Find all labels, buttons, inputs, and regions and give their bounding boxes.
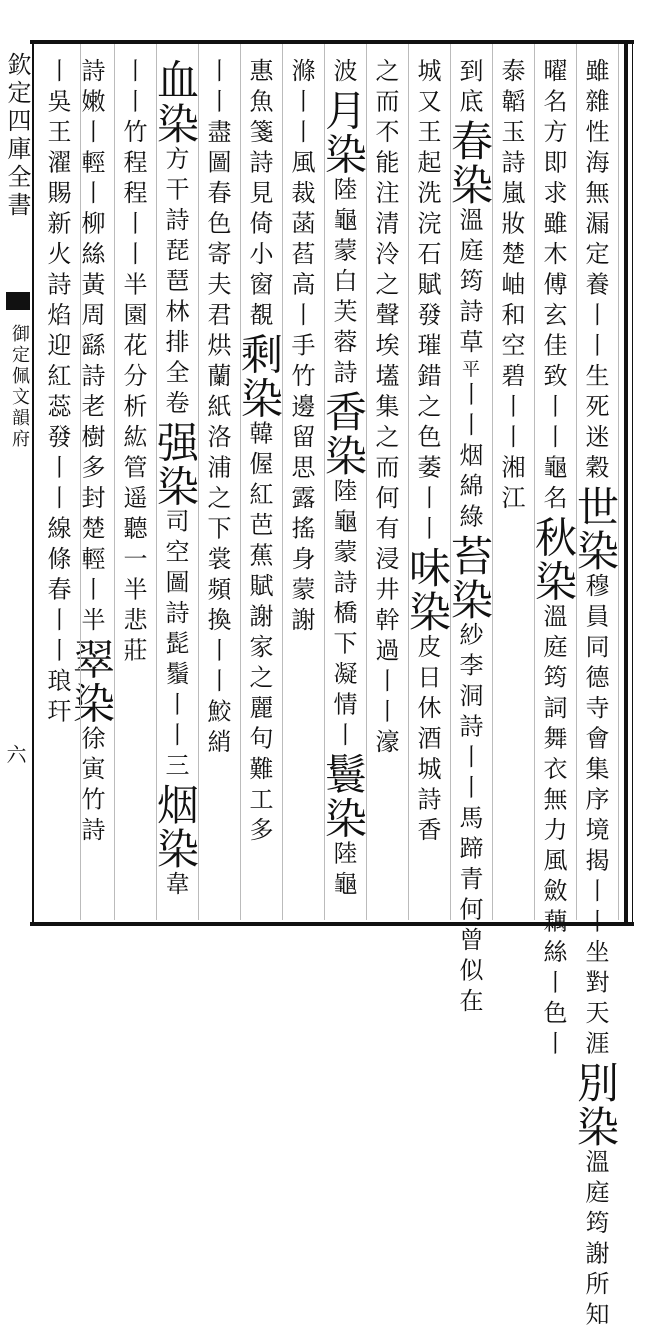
text-column — [151, 58, 200, 918]
entry-text: 溫庭筠詞舞衣無力風斂藕絲丨色丨 — [539, 603, 567, 1061]
entry-text: 司空圖詩髭鬚丨丨三 — [161, 508, 189, 783]
column-rule — [240, 44, 241, 920]
entry-text: 韓偓紅芭蕉賦謝家之麗句難工多 — [245, 420, 273, 848]
entry-text: 丨丨烟綿綠 — [455, 381, 483, 534]
frame-top-line — [30, 40, 634, 44]
column-rule — [450, 44, 451, 920]
entry-text: 詩嫩丨輕丨柳絲黃周繇詩老樹多封楚輕丨半 — [77, 58, 105, 638]
column-rule — [282, 44, 283, 920]
column-rule — [618, 44, 619, 920]
entry-text: 陸龜蒙詩橋下凝情丨 — [329, 478, 357, 753]
column-rule — [324, 44, 325, 920]
entry-text: 之而不能注清泠之聲埃壒集之而何有浸井幹過丨丨濠 — [371, 58, 399, 760]
column-rule — [114, 44, 115, 920]
column-rule — [534, 44, 535, 920]
banxin-title: 欽定四庫全書 — [3, 52, 31, 220]
entry-headword: 剩染 — [235, 332, 284, 421]
text-column — [112, 58, 154, 918]
column-rule — [80, 44, 81, 920]
entry-headword: 月染 — [319, 88, 368, 177]
entry-headword: 別染 — [571, 1061, 620, 1149]
entry-text: 徐寅竹詩 — [77, 725, 105, 848]
column-rule — [156, 44, 157, 920]
column-rule — [408, 44, 409, 920]
text-column — [571, 58, 620, 1332]
text-column — [196, 58, 238, 918]
entry-text: 惠魚箋詩見倚小窗覩 — [245, 58, 273, 333]
text-column — [529, 58, 578, 1061]
entry-text: 溫庭筠詩草 — [455, 207, 483, 360]
entry-headword: 苔染 — [445, 534, 494, 622]
entry-text: 紗李洞詩丨丨馬蹄青何曾似在 — [455, 622, 483, 1019]
frame-right-inner-line — [632, 40, 633, 926]
entry-text: 平 — [459, 359, 480, 382]
banxin-subtitle: 御定佩文韻府 — [9, 324, 30, 450]
text-column — [364, 58, 406, 918]
fishtail-mark — [6, 292, 30, 310]
text-column — [235, 58, 284, 918]
entry-text: 陸龜 — [329, 840, 357, 902]
entry-text: 曜名方即求雖木傅玄佳致丨丨龜名 — [539, 58, 567, 516]
entry-text: 丨丨盡圖春色寄夫君烘蘭紙洛浦之下裳頻換丨丨鮫綃 — [203, 58, 231, 760]
entry-headword: 秋染 — [529, 515, 578, 604]
entry-text: 丨丨竹程程丨丨半園花分析紘管遥聽一半悲莊 — [119, 58, 147, 668]
entry-text: 方干詩琵琶林排全卷 — [161, 146, 189, 421]
page-number: 六 — [3, 744, 27, 764]
entry-text: 皮日休酒城詩香 — [413, 634, 441, 848]
entry-headword: 香染 — [319, 390, 368, 478]
entry-text: 泰韜玉詩嵐妝楚岫和空碧丨丨湘江 — [497, 58, 525, 516]
entry-headword: 血染 — [151, 58, 200, 146]
entry-text: 滌丨丨風裁菡萏高丨手竹邊留思露搖身蒙謝 — [287, 58, 315, 638]
frame-right-line — [624, 40, 628, 926]
entry-text: 到底 — [455, 58, 483, 119]
entry-text: 波 — [329, 58, 357, 89]
entry-headword: 烟染 — [151, 783, 200, 871]
text-column — [36, 58, 78, 918]
entry-headword: 春染 — [445, 119, 494, 207]
text-column — [280, 58, 322, 918]
entry-text: 穆員同德寺會集序境揭丨丨坐對天涯 — [581, 573, 609, 1061]
text-column — [403, 58, 452, 918]
entry-text: 溫庭筠謝所知 — [581, 1149, 609, 1332]
entry-headword: 世染 — [571, 485, 620, 573]
entry-headword: 翠染 — [67, 637, 116, 726]
text-column — [445, 58, 494, 1019]
entry-text: 雖雜性海無漏定養丨丨生死迷穀 — [581, 58, 609, 485]
entry-text: 韋 — [161, 871, 189, 902]
frame-left-line — [32, 40, 34, 926]
text-column — [319, 58, 368, 918]
entry-text: 陸龜蒙白芙蓉詩 — [329, 176, 357, 390]
entry-headword: 鬟染 — [319, 752, 368, 841]
entry-text: 城又王起洗浣石賦發璀錯之色萎丨丨 — [413, 58, 441, 546]
entry-headword: 味染 — [403, 546, 452, 634]
text-column — [490, 58, 532, 918]
entry-headword: 强染 — [151, 420, 200, 509]
entry-text: 丨吳王濯賜新火詩焰迎紅蕊發丨丨線條春丨丨琅玕 — [43, 58, 71, 729]
column-rule — [576, 44, 577, 920]
